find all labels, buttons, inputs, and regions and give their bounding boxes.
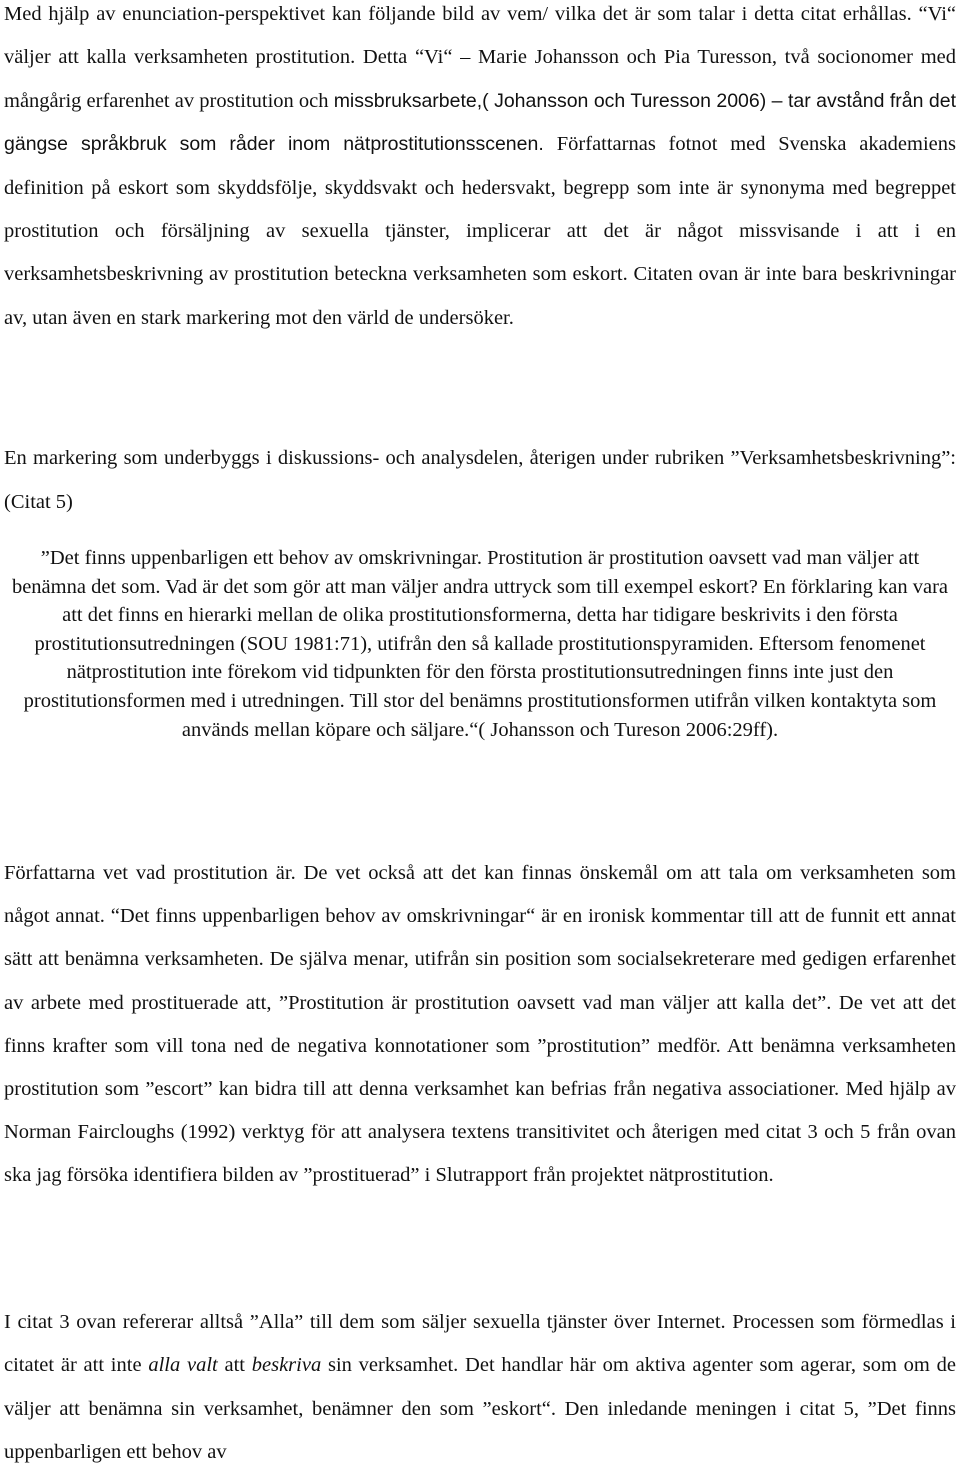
paragraph-1-part-b: Detta “Vi“ – Marie Johansson och Pia Turesson, två socionomer med mångårig erfarenhet av prostitution och <box>4 46 956 112</box>
paragraph-1-part-a: Med hjälp av enunciation-perspektivet kan följande bild av vem/ vilka det är som talar i detta citat erhållas. “Vi“ väljer att kalla verksamheten prostitution. <box>4 3 956 69</box>
paragraph-1-part-c: missbruksarbete,( Johansson och Turesson 2006) – tar avstånd från det gängse språkbruk som råder inom nätprostitutionsscenen. <box>4 89 957 156</box>
paragraph-4-part-e: sin verksamhet. Det handlar här om aktiva agenter som agerar, som om de väljer att benämna sin verksamhet, benämner den som ”eskort“. Den inledande meningen i citat 5, ”Det finns uppenbarligen ett behov av <box>4 1354 956 1463</box>
paragraph-4-part-a: I citat 3 ovan refererar alltså ”Alla” till dem som säljer sexuella tjänster över Internet. Processen som förmedlas i citatet är att inte <box>4 1311 956 1377</box>
paragraph-4-italic-alla-valt: alla valt <box>148 1354 218 1377</box>
paragraph-4-part-c: att <box>217 1354 252 1377</box>
paragraph-4-italic-beskriva: beskriva <box>251 1354 322 1377</box>
paragraph-forfattarna: Författarna vet vad prostitution är. De vet också att det kan finnas önskemål om att tala om verksamheten som något annat. “Det finns uppenbarligen behov av omskrivningar“ är en ironisk kommentar till att de funnit ett annat sätt att benämna verksamheten. De själva menar, utifrån sin position som socialsekreterare med gedigen erfarenhet av arbete med prostituerade att, ”Prostitution är prostitution oavsett vad man väljer att kalla det”. De vet att det finns krafter som vill tona ned de negativa konnotationer som ”prostitution” medför. Att benämna verksamheten prostitution som ”escort” kan bidra till att denna verksamhet kan befrias från negativa associationer. Med hjälp av Norman Faircloughs (1992) verktyg för att analysera textens transitivitet och återigen med citat 3 och 5 från ovan ska jag försöka identifiera bilden av ”prostituerad” i Slutrapport från projektet nätprostitution. <box>4 862 956 1187</box>
paragraph-enunciation <box>4 0 956 340</box>
paragraph-markering: En markering som underbyggs i diskussions- och analysdelen, återigen under rubriken ”Verksamhetsbeskrivning”: (Citat 5) <box>4 447 956 513</box>
block-quote-citat-5: ”Det finns uppenbarligen ett behov av omskrivningar. Prostitution är prostitution oavsett vad man väljer att benämna det som. Vad är det som gör att man väljer andra uttryck som till exempel eskort? En förklaring kan vara att det finns en hierarki mellan de olika prostitutionsformerna, detta har tidigare beskrivits i den första prostitutionsutredningen (SOU 1981:71), utifrån den så kallade prostitutionspyramiden. Eftersom fenomenet nätprostitution inte förekom vid tidpunkten för den första prostitutionsutredningen finns inte just den prostitutionsformen med i utredningen. Till stor del benämns prostitutionsformen utifrån vilken kontaktyta som används mellan köpare och säljare.“( Johansson och Tureson 2006:29ff). <box>11 547 949 741</box>
paragraph-1-part-d: Författarnas fotnot med Svenska akademiens definition på eskort som skyddsfölje, skyddsvakt och hedersvakt, begrepp som inte är synonyma med begreppet prostitution och försäljning av sexuella tjänster, implicerar att det är något missvisande i att i en verksamhetsbeskrivning av prostitution beteckna verksamheten som eskort. Citaten ovan är inte bara beskrivningar av, utan även en stark markering mot den värld de undersöker. <box>4 133 956 329</box>
paragraph-citat-3 <box>4 1301 956 1474</box>
